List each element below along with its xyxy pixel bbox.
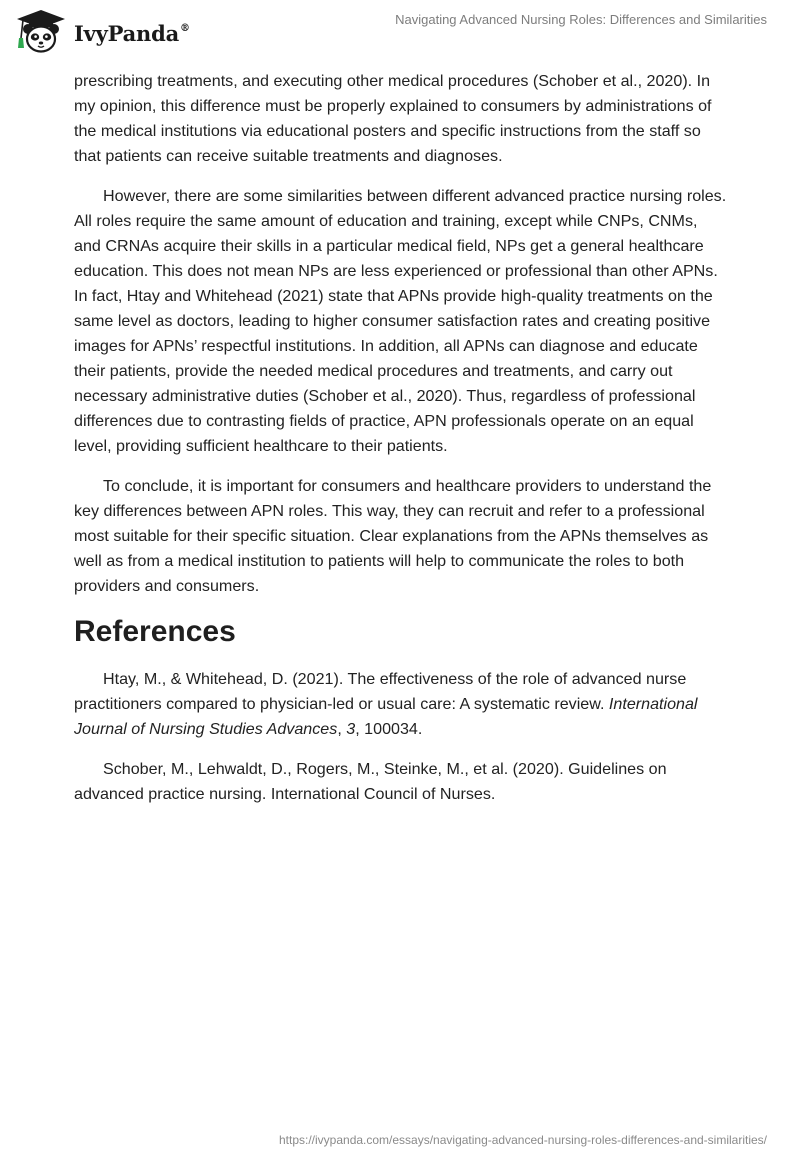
source-url[interactable]: https://ivypanda.com/essays/navigating-advanced-nursing-roles-differences-and-similarities/ <box>278 1133 767 1147</box>
page-header <box>0 0 800 64</box>
reference-entry: Schober, M., Lehwaldt, D., Rogers, M., Steinke, M., et al. (2020). Guidelines on advanced practice nursing. International Council of Nurses. <box>74 760 667 803</box>
ivypanda-logo[interactable] <box>14 8 190 56</box>
reference-entry: Htay, M., & Whitehead, D. (2021). The effectiveness of the role of advanced nurse practitioners compared to physician-led or usual care: A systematic review. International Journal of Nursing Studies Advances, 3, 100034. <box>74 670 698 738</box>
body-paragraph: However, there are some similarities between different advanced practice nursing roles. All roles require the same amount of education and training, except while CNPs, CNMs, and CRNAs acquire their skills in a particular medical field, NPs get a general healthcare education. This does not mean NPs are less experienced or professional than other APNs. In fact, Htay and Whitehead (2021) state that APNs provide high-quality treatments on the same level as doctors, leading to higher consumer satisfaction rates and creating positive images for APNs’ respectful institutions. In addition, all APNs can diagnose and educate their patients, provide the needed medical procedures and treatments, and carry out necessary administrative duties (Schober et al., 2020). Thus, regardless of professional differences due to contrasting fields of practice, APN professionals operate on an equal level, providing sufficient healthcare to their patients. <box>74 187 727 455</box>
panda-graduate-icon <box>14 8 68 56</box>
body-paragraph: To conclude, it is important for consumers and healthcare providers to understand the key differences between APN roles. This way, they can recruit and refer to a professional most suitable for their specific situation. Clear explanations from the APNs themselves as well as from a medical institution to patients will help to communicate the roles to both providers and consumers. <box>74 477 712 595</box>
brand-name: IvyPanda® <box>74 20 190 46</box>
registered-mark: ® <box>180 22 190 34</box>
body-paragraph: prescribing treatments, and executing other medical procedures (Schober et al., 2020). In my opinion, this difference must be properly explained to consumers by administrations of the medical institutions via educational posters and specific instructions from the staff so that patients can receive suitable treatments and diagnoses. <box>74 72 712 165</box>
references-heading: References <box>74 615 236 648</box>
document-title: Navigating Advanced Nursing Roles: Differences and Similarities <box>395 12 767 27</box>
journal-title: International Journal of Nursing Studies Advances <box>74 695 698 738</box>
essay-content <box>74 69 728 822</box>
journal-volume: 3 <box>346 720 356 738</box>
